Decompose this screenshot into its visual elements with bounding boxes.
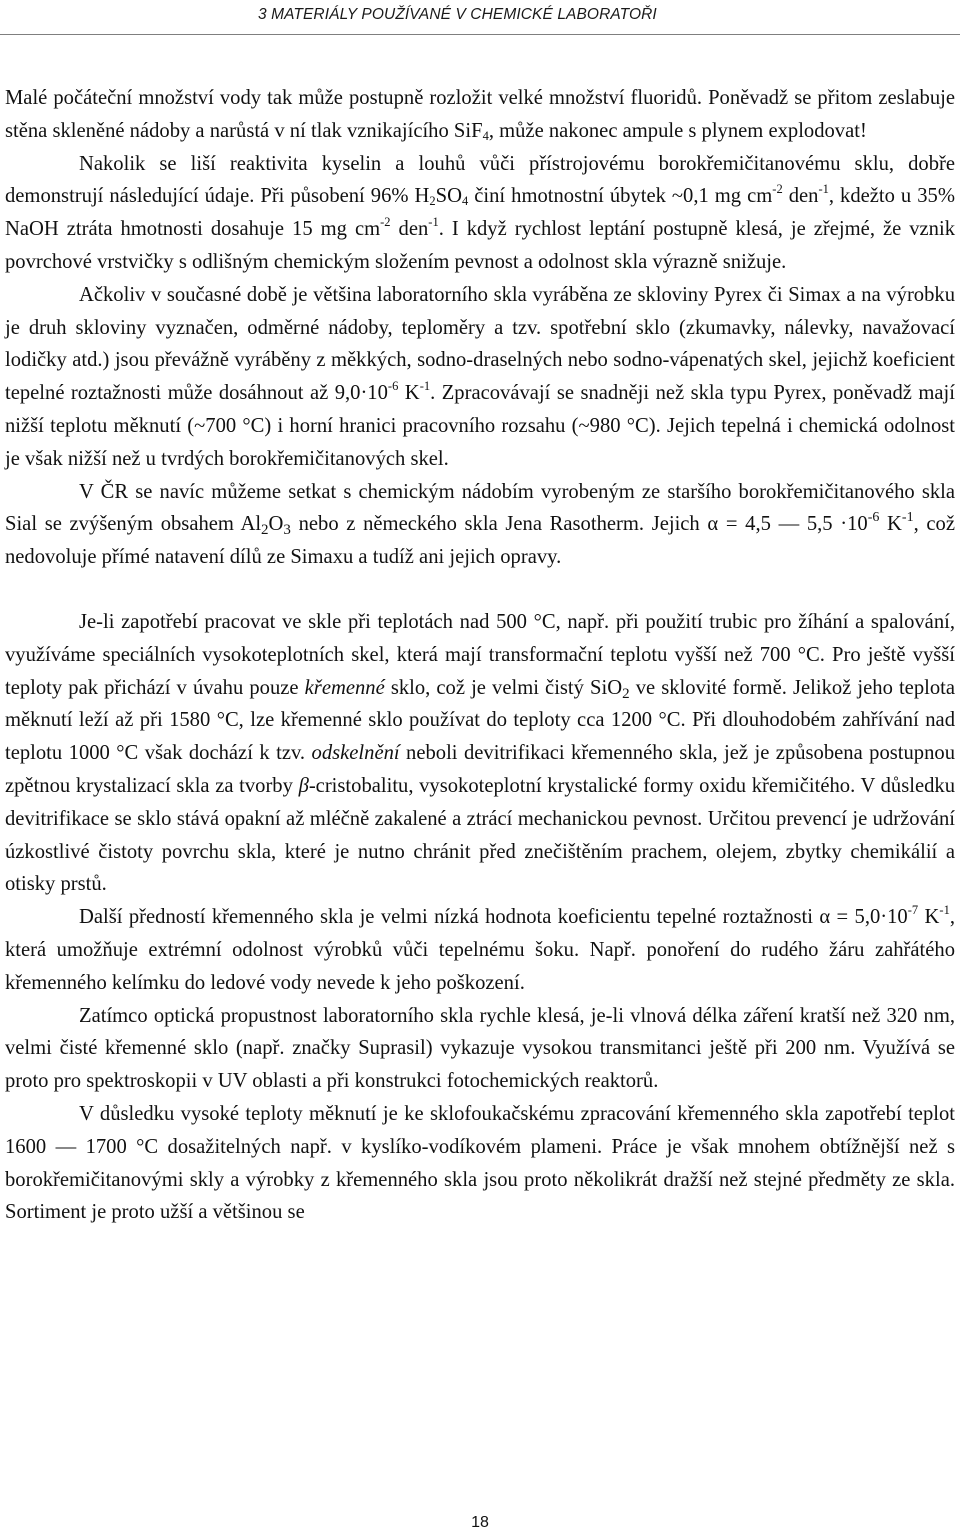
paragraph-8: V důsledku vysoké teploty měknutí je ke sklofoukačskému zpracování křemenného skla zapotřebí teplot 1600 — 1700 °C dosažitelných např. v kyslíko-vodíkovém plameni. Práce je však mnohem obtížnější než s borokřemičitanovými skly a výrobky z křemenného skla jsou proto několikrát dražší než stejné předměty ze skla. Sortiment je proto užší a většinou se xyxy=(5,1102,955,1224)
document-body xyxy=(5,82,955,1229)
paragraph-2: Nakolik se liší reaktivita kyselin a louhů vůči přístrojovému borokřemičitanovému sklu, dobře demonstrují následující údaje. Při působení 96% $H_2SO_4$ činí hmotnostní úbytek ~0,1 mg $cm^{-2}$ den$^{-1}$, kdežto u 35% NaOH ztráta hmotnosti dosahuje 15 mg $cm^{-2}$ den$^{-1}$. I když rychlost leptání postupně klesá, je zřejmé, že vznik povrchové vrstvičky s odlišným chemickým složením pevnost a odolnost skla výrazně snižuje. xyxy=(5,152,955,273)
paragraph-1: Malé počáteční množství vody tak může postupně rozložit velké množství fluoridů. Poněvadž se přitom zeslabuje stěna skleněné nádoby a narůstá v ní tlak vznikajícího SiF$_4$, může nakonec ampule s plynem explodovat! xyxy=(5,87,955,143)
paragraph-7: Zatímco optická propustnost laboratorního skla rychle klesá, je-li vlnová délka záření kratší než 320 nm, velmi čisté křemenné sklo (např. značky Suprasil) vykazuje vysokou transmitanci ještě při 200 nm. Využívá se proto pro spektroskopii v UV oblasti a při konstrukci fotochemických reaktorů. xyxy=(5,1004,955,1093)
paragraph-4: V ČR se navíc můžeme setkat s chemickým nádobím vyrobeným ze staršího borokřemičitanového skla Sial se zvýšeným obsahem $Al_2O_3$ nebo z německého skla Jena Rasotherm. Jejich α = 4,5 — $5,5 \cdot 10^{-6}$ $K^{-1}$, což nedovoluje přímé natavení dílů ze Simaxu a tudíž ani jejich opravy. xyxy=(5,480,955,569)
page-number: 18 xyxy=(471,1514,489,1531)
header-title: 3 MATERIÁLY POUŽÍVANÉ V CHEMICKÉ LABORATOŘI xyxy=(258,6,657,23)
paragraph-5: Je-li zapotřebí pracovat ve skle při teplotách nad 500 °C, např. při použití trubic pro žíhání a spalování, využíváme speciálních vysokoteplotních skel, která mají transformační teplotu vyšší než 700 °C. Pro ještě vyšší teploty pak přichází v úvahu pouze křemenné sklo, což je velmi čistý SiO$_2$ ve sklovité formě. Jelikož jeho teplota měknutí leží až při 1580 °C, lze křemenné sklo používat do teploty cca 1200 °C. Při dlouhodobém zahřívání nad teplotu 1000 °C však dochází k tzv. odskelnění neboli devitrifikaci křemenného skla, jež je způsobena postupnou zpětnou krystalizací skla za tvorby β-cristobalitu, vysokoteplotní krystalické formy oxidu křemičitého. V důsledku devitrifikace se sklo stává opakní až mléčně zakalené a ztrácí mechanickou pevnost. Určitou prevencí je udržování úzkostlivé čistoty povrchu skla, které je nutno chránit před znečištěním prachem, olejem, zbytky chemikálií a otisky prstů. xyxy=(5,610,956,896)
running-header xyxy=(0,0,960,35)
paragraph-3: Ačkoliv v současné době je většina laboratorního skla vyráběna ze skloviny Pyrex či Simax a na výrobku je druh skloviny vyznačen, odměrné nádoby, teploměry a tzv. spotřební sklo (zkumavky, nálevky, navažovací lodičky atd.) jsou převážně vyráběny z měkkých, sodno-draselných nebo sodno-vápenatých skel, jejichž koeficient tepelné roztažnosti může dosáhnout až $9,0\cdot 10^{-6}$ $K^{-1}$. Zpracovávají se snadněji než skla typu Pyrex, poněvadž mají nižší teplotu měknutí (~700 °C) i horní hranici pracovního rozsahu (~980 °C). Jejich tepelná i chemická odolnost je však nižší než u tvrdých borokřemičitanových skel. xyxy=(5,283,955,470)
paragraph-6: Další předností křemenného skla je velmi nízká hodnota koeficientu tepelné roztažnosti $\alpha = 5,0\cdot 10^{-7}$ $K^{-1}$, která umožňuje extrémní odolnost výrobků vůči tepelnému šoku. Např. ponoření do rudého žáru zahřátého křemenného kelímku do ledové vody nevede k jeho poškození. xyxy=(5,903,955,994)
